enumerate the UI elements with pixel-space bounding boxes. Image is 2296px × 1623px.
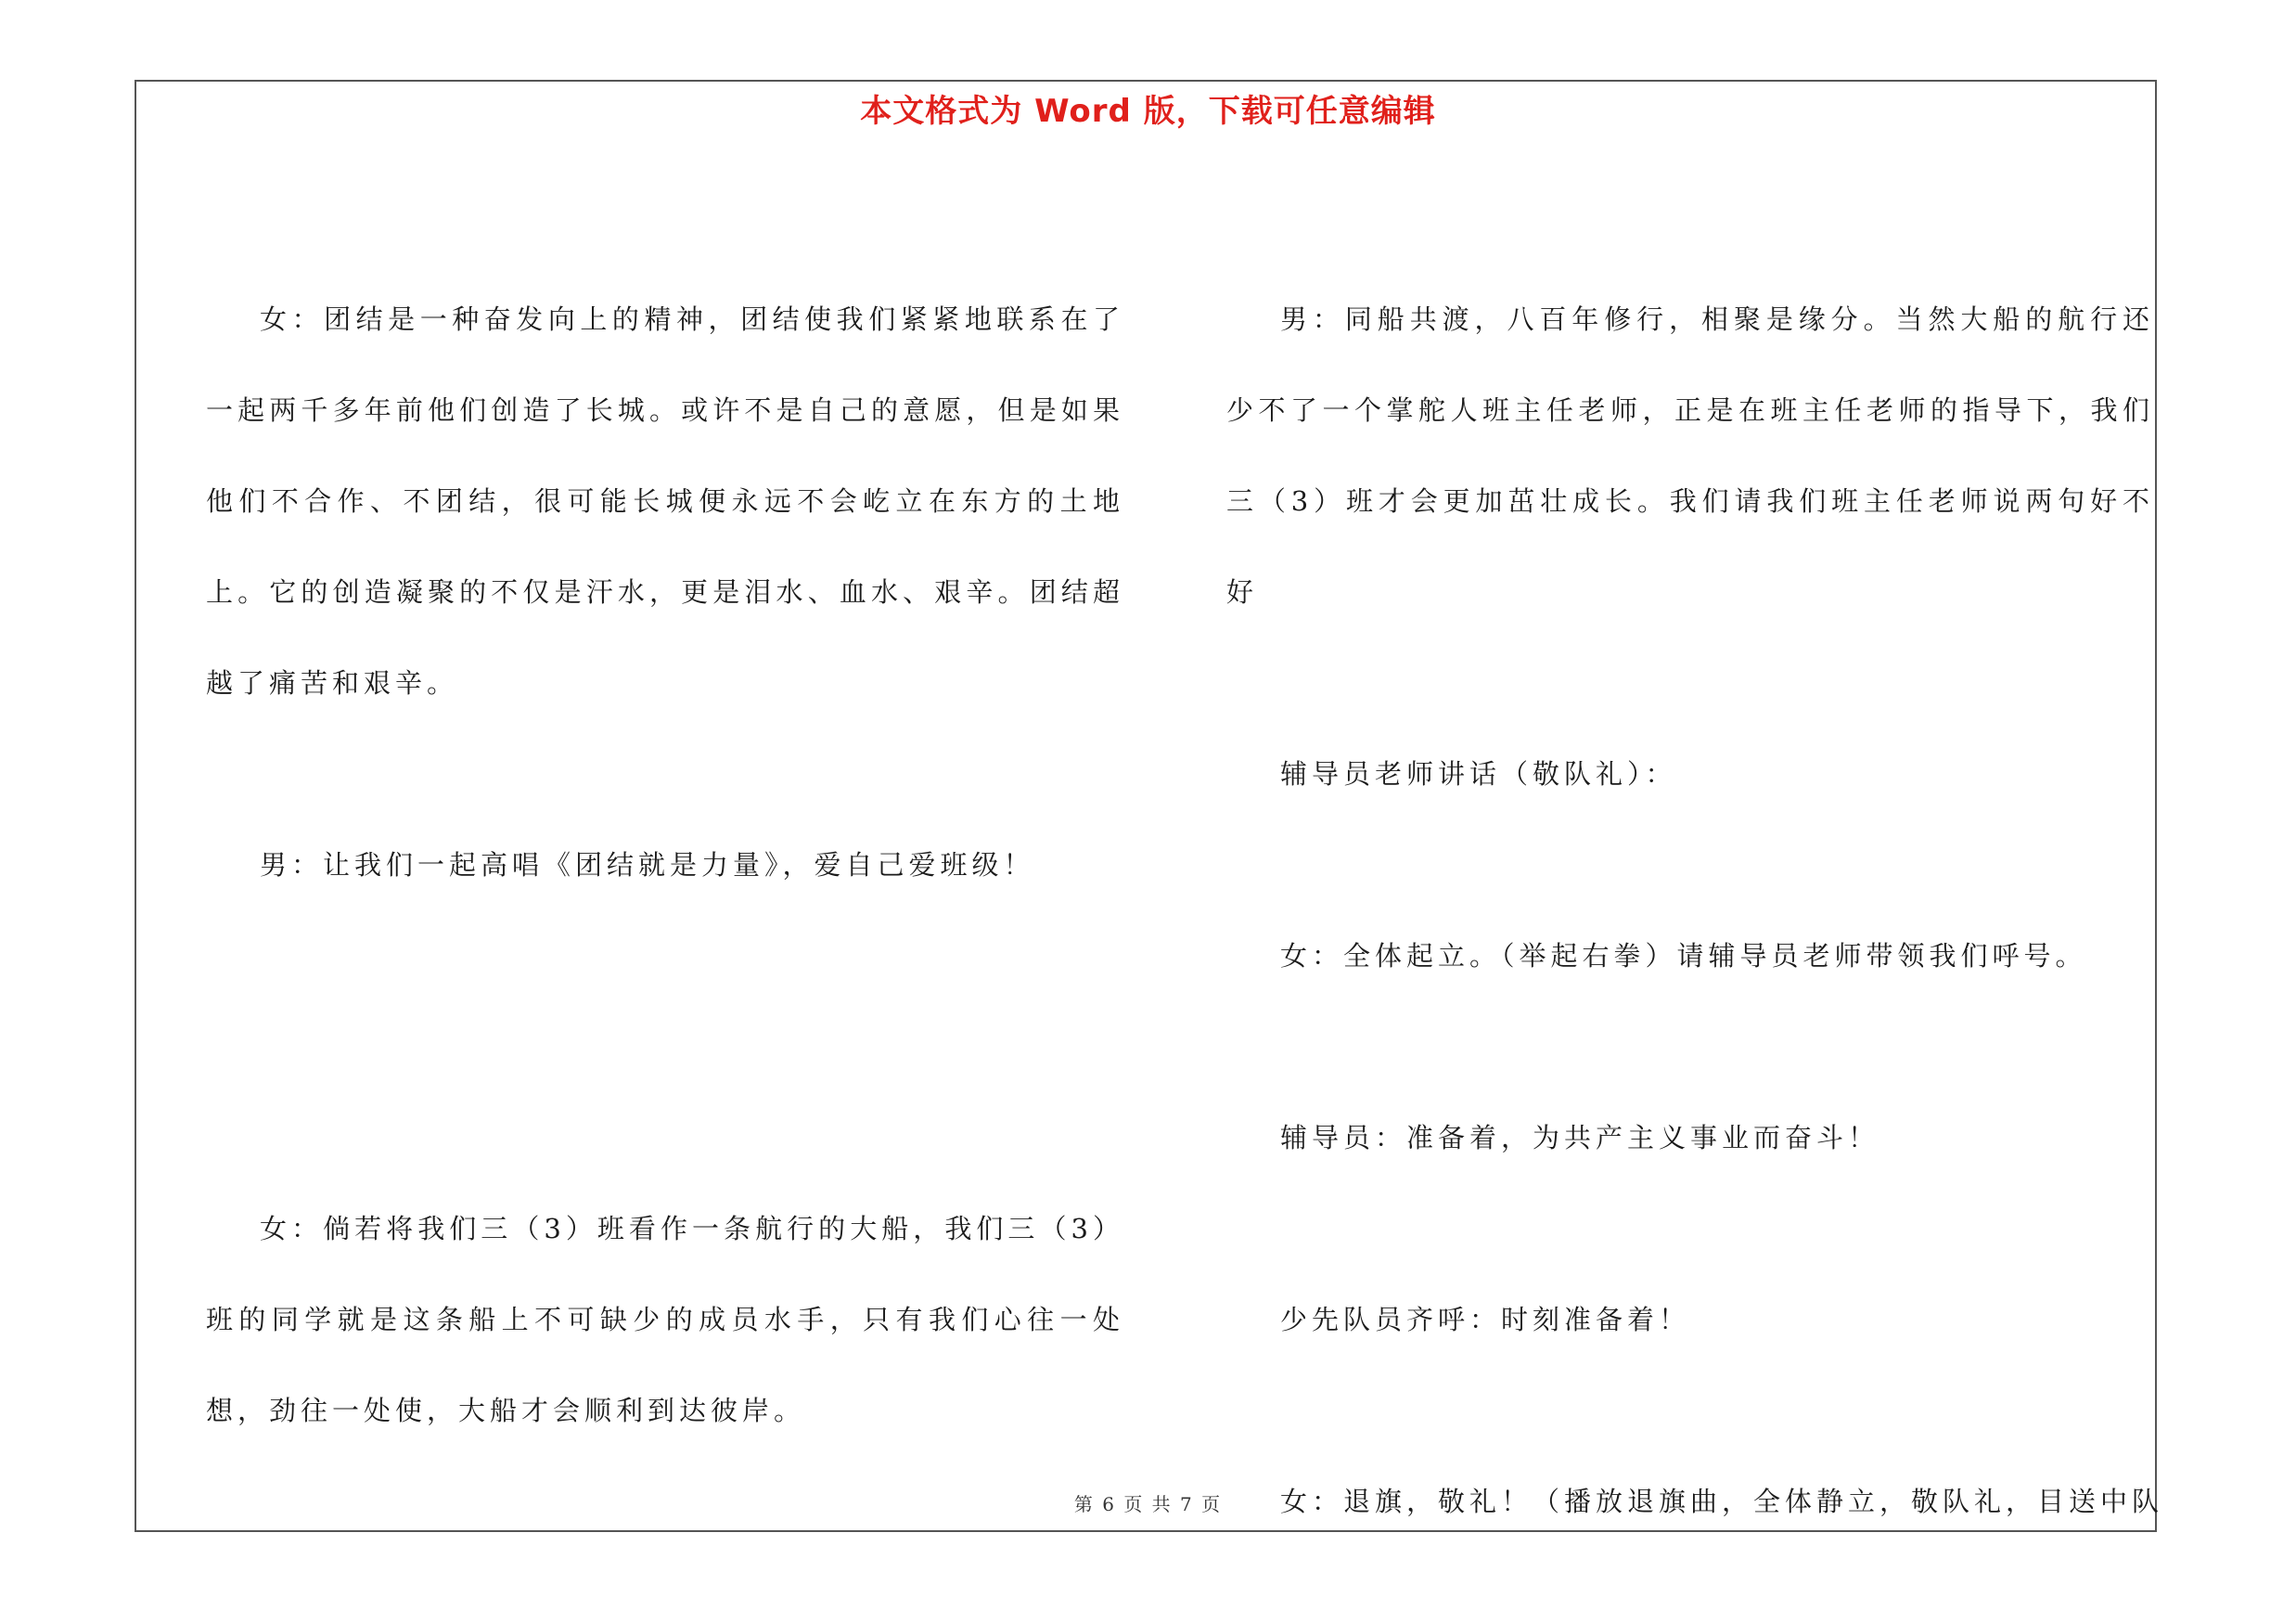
paragraph: 女：全体起立。（举起右拳）请辅导员老师带领我们呼号。: [1280, 940, 2087, 972]
paragraph: 少先队员齐呼：时刻准备着！: [1280, 1304, 1691, 1335]
right-column: [1226, 274, 2164, 1623]
paragraph: 辅导员：准备着，为共产主义事业而奋斗！: [1280, 1122, 1880, 1153]
paragraph: 男：同船共渡，八百年修行，相聚是缘分。当然大船的航行还少不了一个掌舵人班主任老师，正是在班主任老师的指导下，我们三（3）班才会更加茁壮成长。我们请我们班主任老师说两句好不好: [1226, 303, 2154, 608]
paragraph: 男：让我们一起高唱《团结就是力量》，爱自己爱班级！: [260, 849, 1035, 881]
format-banner: 本文格式为 Word 版，下载可任意编辑: [860, 93, 1436, 130]
page-number: 第 6 页 共 7 页: [1073, 1493, 1223, 1515]
left-column: [206, 274, 1124, 1547]
paragraph: 辅导员老师讲话（敬队礼）：: [1280, 758, 1677, 790]
paragraph: 女：倘若将我们三（3）班看作一条航行的大船，我们三（3）班的同学就是这条船上不可缺少的成员水手，只有我们心往一处想，劲往一处使，大船才会顺利到达彼岸。: [206, 1213, 1124, 1426]
paragraph: 女：退旗，敬礼！（播放退旗曲，全体静立，敬队礼，目送中队: [1280, 1486, 2164, 1517]
paragraph: 女：团结是一种奋发向上的精神，团结使我们紧紧地联系在了一起两千多年前他们创造了长城。或许不是自己的意愿，但是如果他们不合作、不团结，很可能长城便永远不会屹立在东方的土地上。它的创造凝聚的不仅是汗水，更是泪水、血水、艰辛。团结超越了痛苦和艰辛。: [206, 303, 1124, 699]
